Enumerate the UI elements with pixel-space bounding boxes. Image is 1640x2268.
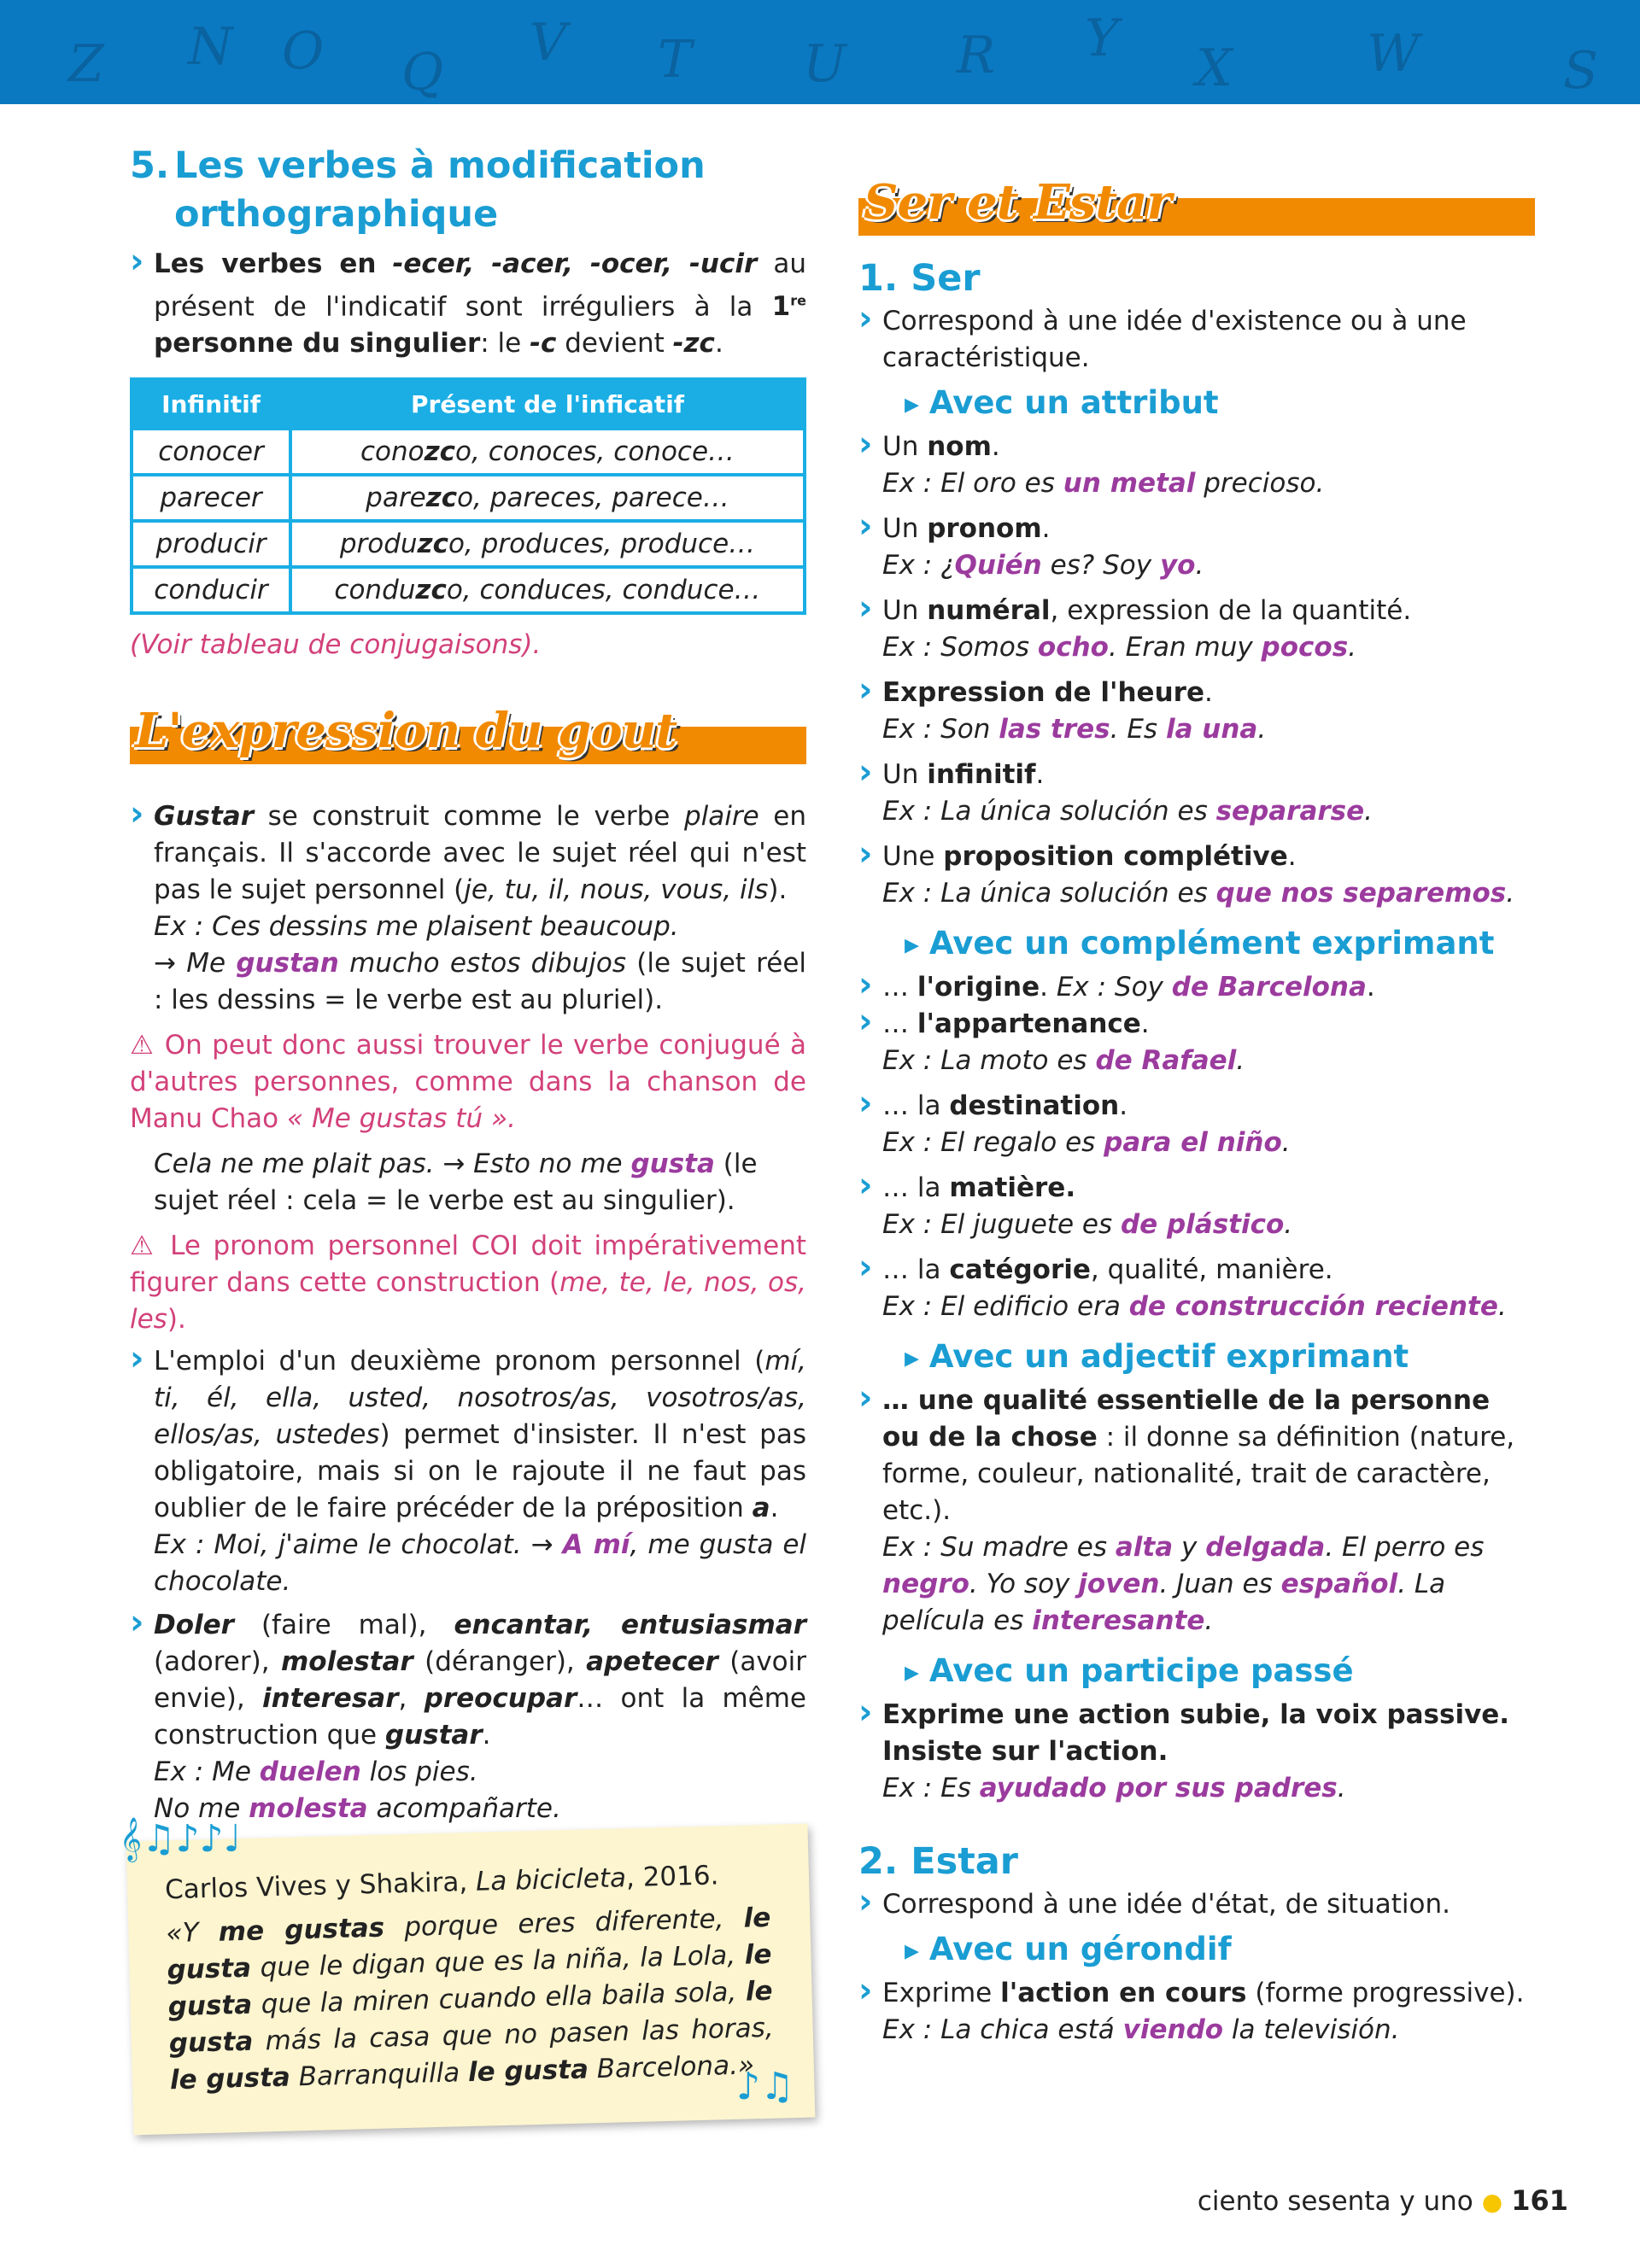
estar-heading: 2. Estar	[858, 1840, 1018, 1883]
banner-letter: V	[530, 13, 567, 73]
footer-dot-icon: ●	[1481, 2188, 1503, 2216]
conjugation-table	[130, 377, 806, 615]
banner-letter: Y	[1085, 9, 1119, 68]
list-item: › … l'origine. Ex : Soy de Barcelona.	[858, 969, 1535, 1006]
music-notes-icon: 𝄞♫♪♪♩	[120, 1817, 242, 1861]
banner-letter: Z	[68, 34, 104, 94]
list-item: › Exprime l'action en cours (forme progressive). Ex : La chica está viendo la televisión.	[858, 1975, 1535, 2049]
same-construction-bullet: › Doler (faire mal), encantar, entusiasmar (adorer), molestar (déranger), apetecer (avoir envie), interesar, preocupar… ont la même construction que gustar. Ex : Me duelen los pies. No me molesta acompañarte.	[130, 1607, 806, 1827]
ser-heading: 1. Ser	[858, 257, 981, 300]
banner-letter: N	[188, 17, 233, 77]
table-row: conducir conduzco, conduces, conduce…	[132, 567, 805, 613]
table-header: Présent de l'inficatif	[290, 379, 805, 429]
estar-intro: › Correspond à une idée d'état, de situation.	[858, 1886, 1535, 1923]
list-item: › Un numéral, expression de la quantité. Ex : Somos ocho. Eran muy pocos.	[858, 593, 1535, 666]
list-item: › … la destination. Ex : El regalo es para el niño.	[858, 1088, 1535, 1161]
example-gusta: Cela ne me plait pas. → Esto no me gusta (le sujet réel : cela = le verbe est au singulier).	[154, 1149, 758, 1217]
banner-letter: U	[803, 34, 846, 94]
gout-title: L'expression du gout	[130, 686, 806, 764]
left-column	[130, 142, 806, 1827]
banner-letter: Q	[401, 43, 444, 102]
ser-intro: › Correspond à une idée d'existence ou à une caractéristique.	[858, 303, 1535, 377]
banner-letter: W	[1367, 24, 1420, 84]
list-item: › … l'appartenance. Ex : La moto es de Rafael.	[858, 1006, 1535, 1079]
page-number: 161	[1511, 2184, 1568, 2217]
gustar-bullet: › Gustar se construit comme le verbe plaire en français. Il s'accorde avec le sujet réel qui n'est pas le sujet personnel (je, tu, il, nous, vous, ils). Ex : Ces dessins me plaisent beaucoup. → Me gustan mucho estos dibujos (le sujet réel : les dessins = le verbe est au pluriel).	[130, 798, 806, 1019]
right-column	[858, 154, 1535, 2049]
list-item: › Expression de l'heure. Ex : Son las tres. Es la una.	[858, 675, 1535, 748]
table-row: parecer parezco, pareces, parece…	[132, 475, 805, 521]
song-quote: «Y me gustas porque eres diferente, le gusta que le digan que es la niña, la Lola, le gusta que la miren cuando ella baila sola, le gusta más la casa que no pasen las horas, le gusta Barranquilla le gusta Barcelona.»	[166, 1902, 775, 2096]
list-item: › … la catégorie, qualité, manière. Ex : El edificio era de construcción reciente.	[858, 1252, 1535, 1325]
warning-note-1: ⚠ On peut donc aussi trouver le verbe conjugué à d'autres personnes, comme dans la chanson de Manu Chao « Me gustas tú ».	[130, 1030, 807, 1135]
song-source: Carlos Vives y Shakira, La bicicleta, 2016.	[164, 1860, 719, 1906]
list-item: › Un infinitif. Ex : La única solución es separarse.	[858, 757, 1535, 830]
sub-attribut: ▸ Avec un attribut	[905, 382, 1535, 425]
warning-icon: ⚠	[130, 1030, 155, 1061]
table-row: producir produzco, produces, produce…	[132, 521, 805, 567]
banner-letter: O	[282, 21, 325, 81]
list-item: › Exprime une action subie, la voix passive. Insiste sur l'action. Ex : Es ayudado por sus padres.	[858, 1697, 1535, 1807]
list-item: › Un pronom. Ex : ¿Quién es? Soy yo.	[858, 511, 1535, 584]
list-item: › … une qualité essentielle de la personne ou de la chose : il donne sa définition (nature, forme, couleur, nationalité, trait de caractère, etc.). Ex : Su madre es alta y delgada. El perro es negro. Yo soy joven. Juan es español. La película es interesante.	[858, 1382, 1535, 1640]
list-item: › Une proposition complétive. Ex : La única solución es que nos separemos.	[858, 839, 1535, 912]
sub-adjectif: ▸ Avec un adjectif exprimant	[905, 1336, 1535, 1379]
table-row: conocer conozco, conoces, conoce…	[132, 429, 805, 475]
sub-participe: ▸ Avec un participe passé	[905, 1650, 1535, 1693]
top-banner	[0, 0, 1640, 104]
section5-intro: › Les verbes en -ecer, -acer, -ocer, -ucir au présent de l'indicatif sont irréguliers à la 1re personne du singulier: le -c devient -zc.	[130, 246, 806, 362]
table-header: Infinitif	[132, 379, 290, 429]
page-footer: ciento sesenta y uno ● 161	[1197, 2184, 1568, 2217]
see-table-note: (Voir tableau de conjugaisons).	[130, 629, 542, 661]
warning-note-2: ⚠ Le pronom personnel COI doit impérativement figurer dans cette construction (me, te, le, nos, os, les).	[130, 1230, 807, 1336]
song-note	[126, 1824, 816, 2136]
banner-letter: X	[1196, 38, 1233, 98]
music-notes-icon: ♪♫	[736, 2065, 794, 2108]
ser-estar-title: Ser et Estar	[858, 154, 1535, 236]
banner-letter: S	[1563, 41, 1599, 101]
sub-gerondif: ▸ Avec un gérondif	[905, 1928, 1535, 1972]
list-item: › … la matière. Ex : El juguete es de plástico.	[858, 1170, 1535, 1243]
banner-letter: T	[658, 30, 693, 90]
warning-icon: ⚠	[130, 1230, 158, 1262]
banner-letter: R	[957, 26, 996, 85]
sub-complement: ▸ Avec un complément exprimant	[905, 922, 1535, 966]
second-pronoun-bullet: › L'emploi d'un deuxième pronom personnel (mí, ti, él, ella, usted, nosotros/as, vosotros/as, ellos/as, ustedes) permet d'insister. Il n'est pas obligatoire, mais si on le rajoute il ne faut pas oublier de le faire précéder de la préposition a. Ex : Moi, j'aime le chocolat. → A mí, me gusta el chocolate.	[130, 1343, 806, 1600]
section5-title: 5. Les verbes à modification orthographique	[130, 144, 706, 236]
list-item: › Un nom. Ex : El oro es un metal precioso.	[858, 429, 1535, 502]
